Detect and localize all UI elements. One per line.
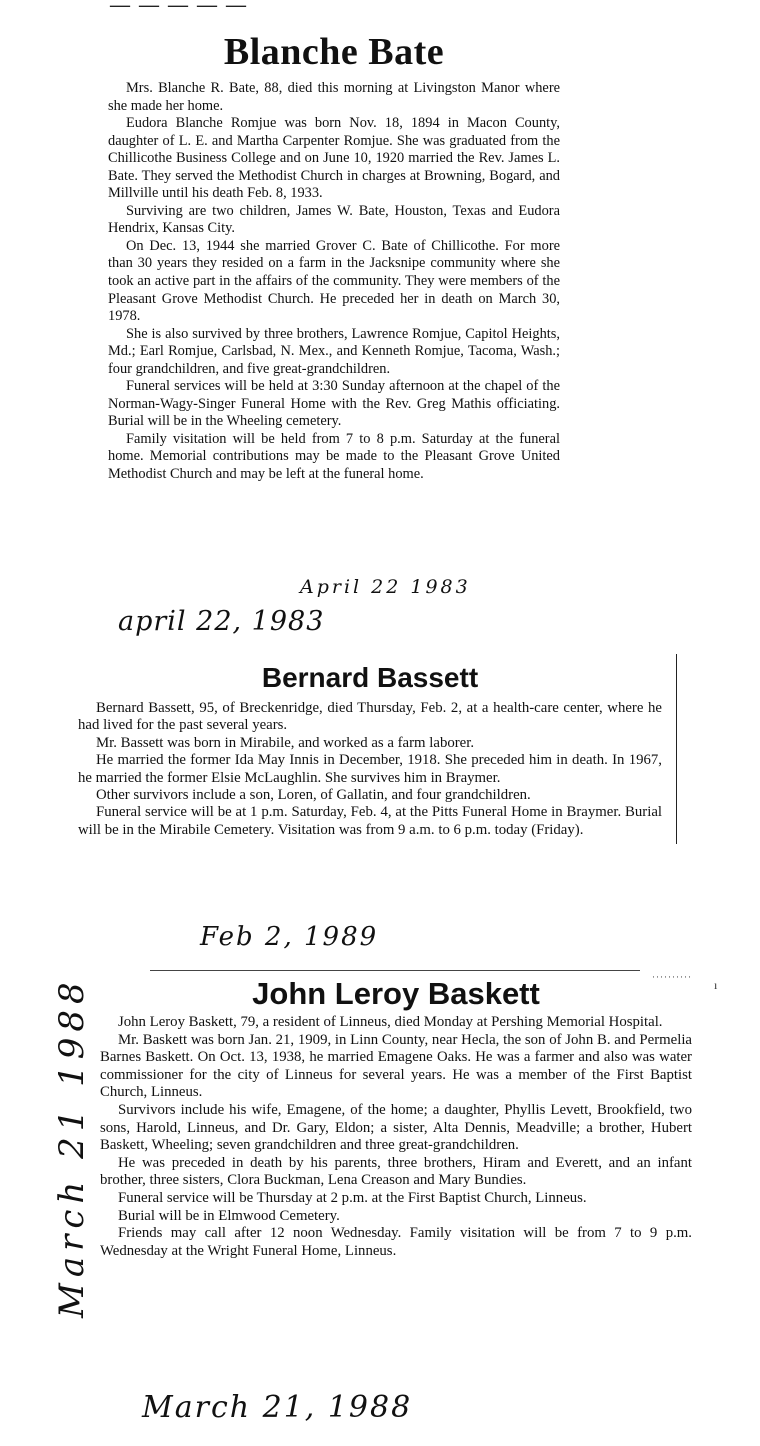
handwritten-date: March 21, 1988 <box>142 1390 413 1425</box>
handwritten-side-date: March 21 1988 <box>52 976 92 1318</box>
obituary-headline: John Leroy Baskett <box>252 976 540 1011</box>
separator-rule <box>150 970 640 971</box>
paragraph: Funeral services will be held at 3:30 Sunday afternoon at the chapel of the Norman-Wagy-Singer Funeral Home with the Rev. Greg Mathis officiating. Burial will be in the Wheeling cemetery. <box>108 378 560 430</box>
obituary-blanche-bate <box>108 30 560 484</box>
paragraph: Friends may call after 12 noon Wednesday. Family visitation will be from 7 to 9 p.m. Wednesday at the Wright Funeral Home, Linneus. <box>100 1225 692 1259</box>
paragraph: Eudora Blanche Romjue was born Nov. 18, 1894 in Macon County, daughter of L. E. and Martha Carpenter Romjue. She was graduated from the Chillicothe Business College and on June 10, 1920 married the Rev. James L. Bate. They served the Methodist Church in charges at Browning, Bogard, and Millville until his death Feb. 8, 1933. <box>108 115 560 202</box>
obituary-headline: Bernard Bassett <box>261 662 479 693</box>
obituary-body <box>108 80 560 484</box>
paragraph: Mr. Baskett was born Jan. 21, 1909, in Linn County, near Hecla, the son of John B. and Permelia Barnes Baskett. On Oct. 13, 1938, he married Emagene Oaks. He was a farmer and also was water commissioner for the city of Linneus for several years. He was a member of the First Baptist Church, Linneus. <box>100 1031 692 1101</box>
top-cropped-marks: — — — — — <box>110 0 248 16</box>
paragraph: Mrs. Blanche R. Bate, 88, died this morning at Livingston Manor where she made her home. <box>108 80 560 114</box>
paragraph: Other survivors include a son, Loren, of Gallatin, and four grandchildren. <box>96 787 531 804</box>
paragraph: Funeral service will be Thursday at 2 p.m. at the First Baptist Church, Linneus. <box>118 1189 587 1206</box>
handwritten-inline-date: April 22 1983 <box>300 576 471 598</box>
paragraph: Bernard Bassett, 95, of Breckenridge, died Thursday, Feb. 2, at a health-care center, where he had lived for the past several years. <box>78 700 662 734</box>
obituary-body <box>100 1014 692 1260</box>
obituary-john-leroy-baskett <box>100 976 692 1260</box>
paragraph: Family visitation will be held from 7 to 8 p.m. Saturday at the funeral home. Memorial contributions may be made to the Pleasant Grove United Methodist Church and may be left at the funeral home. <box>108 430 560 483</box>
obituary-headline: Blanche Bate <box>223 31 445 73</box>
paragraph: Burial will be in Elmwood Cemetery. <box>118 1207 340 1224</box>
paragraph: He married the former Ida May Innis in December, 1918. She preceded him in death. In 1967, he married the former Elsie McLaughlin. She survives him in Braymer. <box>78 752 662 786</box>
paragraph: Survivors include his wife, Emagene, of the home; a daughter, Phyllis Levett, Brookfield, two sons, Harold, Linneus, and Dr. Gary, Eldon; a sister, Alta Dennis, Meadville; a brother, Hubert Baskett, Wheeling; seven grandchildren and three great-grandchildren. <box>100 1101 692 1154</box>
separator-dots: ·········· <box>652 972 692 982</box>
paragraph: She is also survived by three brothers, Lawrence Romjue, Capitol Heights, Md.; Earl Romjue, Carlsbad, N. Mex., and Kenneth Romjue, Tacoma, Wash.; four grandchildren, and five great-grandchildren. <box>108 325 560 377</box>
column-rule <box>676 654 677 844</box>
paragraph: On Dec. 13, 1944 she married Grover C. Bate of Chillicothe. For more than 30 years they resided on a farm in the Jacksnipe community where she took an active part in the affairs of the community. They were members of the Pleasant Grove Methodist Church. He preceded her in death on March 30, 1978. <box>108 237 560 325</box>
paragraph: Funeral service will be at 1 p.m. Saturday, Feb. 4, at the Pitts Funeral Home in Braymer. Burial will be in the Mirabile Cemetery. Visitation was from 9 a.m. to 6 p.m. today (Friday). <box>78 804 662 838</box>
margin-mark: ı <box>714 978 718 992</box>
obituary-bernard-bassett <box>78 662 662 839</box>
paragraph: Mr. Bassett was born in Mirabile, and worked as a farm laborer. <box>96 734 475 751</box>
paragraph: John Leroy Baskett, 79, a resident of Linneus, died Monday at Pershing Memorial Hospital. <box>118 1014 663 1030</box>
handwritten-date: Feb 2, 1989 <box>200 922 379 952</box>
paragraph: He was preceded in death by his parents, three brothers, Hiram and Everett, and an infant brother, three sisters, Clora Buckman, Lena Creason and Mary Bundies. <box>100 1154 692 1189</box>
handwritten-date: april 22, 1983 <box>118 606 325 637</box>
paragraph: Surviving are two children, James W. Bate, Houston, Texas and Eudora Hendrix, Kansas City. <box>108 202 560 237</box>
obituary-body <box>78 700 662 839</box>
